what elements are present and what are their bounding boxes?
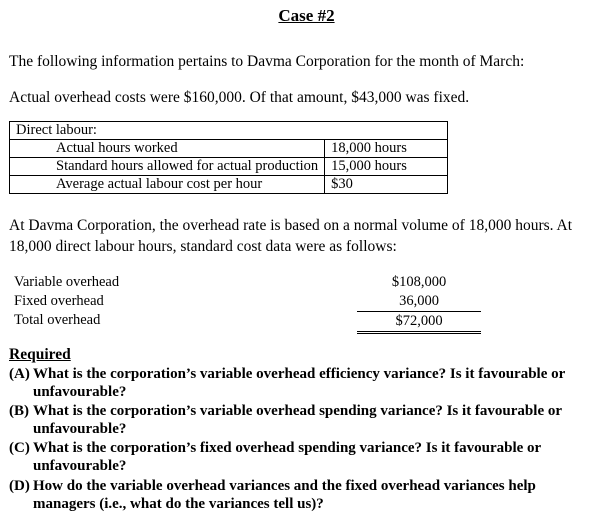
- intro-text: The following information pertains to Davma Corporation for the month of March:: [9, 53, 525, 70]
- variable-overhead-value: $108,000: [391, 274, 447, 290]
- table-row: [10, 158, 448, 176]
- standard-cost-values: [357, 273, 481, 334]
- actual-overhead-text: Actual overhead costs were $160,000. Of that amount, $43,000 was fixed.: [9, 89, 470, 106]
- standard-hours-value: 15,000 hours: [325, 158, 448, 176]
- question-text-cont: unfavourable?: [33, 421, 127, 437]
- required-heading: Required: [9, 346, 71, 363]
- question-tag: (D): [9, 478, 30, 494]
- fixed-overhead-label: Fixed overhead: [14, 293, 104, 309]
- labour-cost-value: $30: [325, 176, 448, 194]
- standard-hours-label: Standard hours allowed for actual production: [10, 158, 325, 176]
- overhead-rate-text: At Davma Corporation, the overhead rate is based on a normal volume of 18,000 hours. At 18,000 direct labour hours, standard cost data were as follows:: [9, 217, 573, 255]
- question-b: [9, 402, 609, 438]
- total-overhead-value: $72,000: [357, 312, 481, 334]
- question-a: [9, 365, 609, 401]
- direct-labour-table: [9, 121, 448, 194]
- question-text: How do the variable overhead variances and the fixed overhead variances help: [33, 478, 536, 494]
- question-tag: (B): [9, 403, 29, 419]
- question-tag: (C): [9, 440, 30, 456]
- variable-overhead-label: Variable overhead: [14, 274, 120, 290]
- case-title: Case #2: [278, 6, 335, 25]
- question-text-cont: unfavourable?: [33, 384, 127, 400]
- table-row: [10, 140, 448, 158]
- question-tag: (A): [9, 366, 30, 382]
- total-overhead-label: Total overhead: [14, 312, 101, 328]
- question-text: What is the corporation’s variable overhead spending variance? Is it favourable or: [33, 403, 563, 419]
- standard-cost-labels: [14, 273, 119, 330]
- table-row: [10, 176, 448, 194]
- labour-cost-label: Average actual labour cost per hour: [10, 176, 325, 194]
- question-text-cont: managers (i.e., what do the variances tell us)?: [33, 496, 324, 512]
- actual-hours-value: 18,000 hours: [325, 140, 448, 158]
- question-d: [9, 477, 609, 513]
- direct-labour-header-row: [10, 122, 448, 140]
- question-text: What is the corporation’s fixed overhead spending variance? Is it favourable or: [33, 440, 542, 456]
- direct-labour-header: Direct labour:: [10, 122, 325, 140]
- question-text-cont: unfavourable?: [33, 458, 127, 474]
- question-text: What is the corporation’s variable overhead efficiency variance? Is it favourable or: [33, 366, 566, 382]
- direct-labour-header-blank: [325, 122, 448, 140]
- actual-hours-label: Actual hours worked: [10, 140, 325, 158]
- fixed-overhead-value: 36,000: [357, 292, 481, 312]
- question-c: [9, 439, 609, 475]
